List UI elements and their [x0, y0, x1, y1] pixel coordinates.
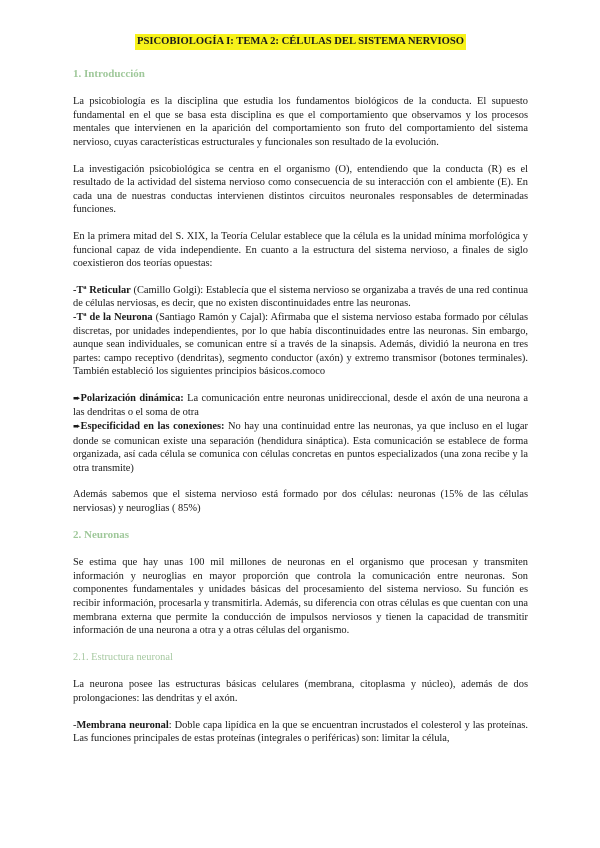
title-container — [73, 34, 528, 50]
especificidad-text: No hay una continuidad entre las neuronas, ya que incluso en el lugar donde se comunican existe una separación (hendidura sináptica). Esta comunicación se establece de forma organizada, así cada célula se comunica con células concretas en puntos especializados (una zona recibe y la otra transmite) — [73, 421, 528, 474]
paragraph-celulas-sistema-nervioso: Además sabemos que el sistema nervioso está formado por dos células: neuronas (15% de las células nerviosas) y neuroglias ( 85%) — [73, 489, 528, 515]
membrana-text: : Doble capa lipídica en la que se encuentran incrustados el colesterol y las proteínas. Las funciones principales de estas proteínas (integrales o periféricas) son: limitar la célula, — [73, 719, 528, 745]
teoria-neurona-text: (Santiago Ramón y Cajal): Afirmaba que el sistema nervioso estaba formado por células discretas, por unidades independientes, por lo que había discontinuidades entre las neuronas. Sin embargo, aunque sean individuales, se comunican entre sí a través de la sinapsis. Además, dividió la neurona en tres partes: campo receptivo (dendritas), segmento conductor (axón) y extremo transmisor (botones terminales). También estableció los siguientes principios básicos.comoco — [73, 311, 528, 378]
paragraph-estructura-1: La neurona posee las estructuras básicas celulares (membrana, citoplasma y núcleo), además de dos prolongaciones: las dendritas y el axón. — [73, 679, 528, 704]
arrow-bullet-icon: ➨ — [73, 422, 81, 433]
membrana-label: Membrana neuronal — [76, 719, 169, 731]
especificidad-label: Especificidad en las conexiones: — [80, 421, 225, 433]
membrana-prefix: - — [73, 719, 77, 731]
paragraph-teoria-reticular — [73, 284, 528, 311]
subsection-heading-estructura: 2.1. Estructura neuronal — [73, 651, 173, 663]
section-heading-introduccion: 1. Introducción — [73, 67, 145, 80]
polarizacion-label: Polarización dinámica: — [80, 392, 184, 404]
paragraph-neuronas-1: Se estima que hay unas 100 mil millones de neuronas en el organismo que procesan y transmiten información y neuroglias en mayor proporción que controla la comunicación entre neuronas. Son componentes fundamentales y unidades básicas del procesamiento del sistema nervioso. Su función es recibir información, procesarla y transmitirla. Además, su diferencia con otras células es que cuentan con una membrana externa que permite la conducción de impulsos nerviosos y tienen la capacidad de transmitir información de una neurona a otra y a otras células del organismo. — [73, 557, 528, 637]
paragraph-intro-1: La psicobiología es la disciplina que estudia los fundamentos biológicos de la conducta. El supuesto fundamental en el que se basa esta disciplina es que el comportamiento que observamos y los procesos mentales que intervienen en la aparición del comportamiento son fruto del comportamiento del sistema nervioso, cuyas características estructurales y funcionales son resultado de la evolución. — [73, 96, 528, 148]
arrow-bullet-icon: ➨ — [73, 393, 81, 404]
paragraph-teoria-neurona — [73, 311, 528, 379]
paragraph-intro-2: La investigación psicobiológica se centra en el organismo (O), entendiendo que la conducta (R) es el resultado de la actividad del sistema nervioso como consecuencia de su interacción con el ambiente (E). En cada una de nuestras conductas intervienen distintos circuitos neuronales responsables de determinadas funciones. — [73, 163, 528, 216]
section-heading-neuronas: 2. Neuronas — [73, 528, 130, 541]
document-page — [73, 34, 528, 759]
polarizacion-text: La comunicación entre neuronas unidireccional, desde el axón de una neurona a las dendritas o el soma de otra — [73, 392, 528, 419]
paragraph-polarizacion — [73, 392, 528, 420]
document-title: PSICOBIOLOGÍA I: TEMA 2: CÉLULAS DEL SISTEMA NERVIOSO — [135, 34, 466, 50]
paragraph-especificidad — [73, 420, 528, 475]
teoria-reticular-label: -Tª Reticular — [73, 284, 131, 296]
paragraph-intro-3: En la primera mitad del S. XIX, la Teoría Celular establece que la célula es la unidad mínima morfológica y funcional capaz de vida independiente. En cuanto a la estructura del sistema nervioso, a finales de siglo coexistieron dos teorías opuestas: — [73, 230, 528, 270]
teoria-neurona-label: -Tª de la Neurona — [73, 311, 153, 323]
teoria-reticular-text: (Camillo Golgi): Establecía que el sistema nervioso se organizaba a través de una red continua de células nerviosas, es decir, que no existen discontinuidades entre las neuronas. — [73, 284, 528, 310]
paragraph-membrana-neuronal — [73, 719, 528, 746]
